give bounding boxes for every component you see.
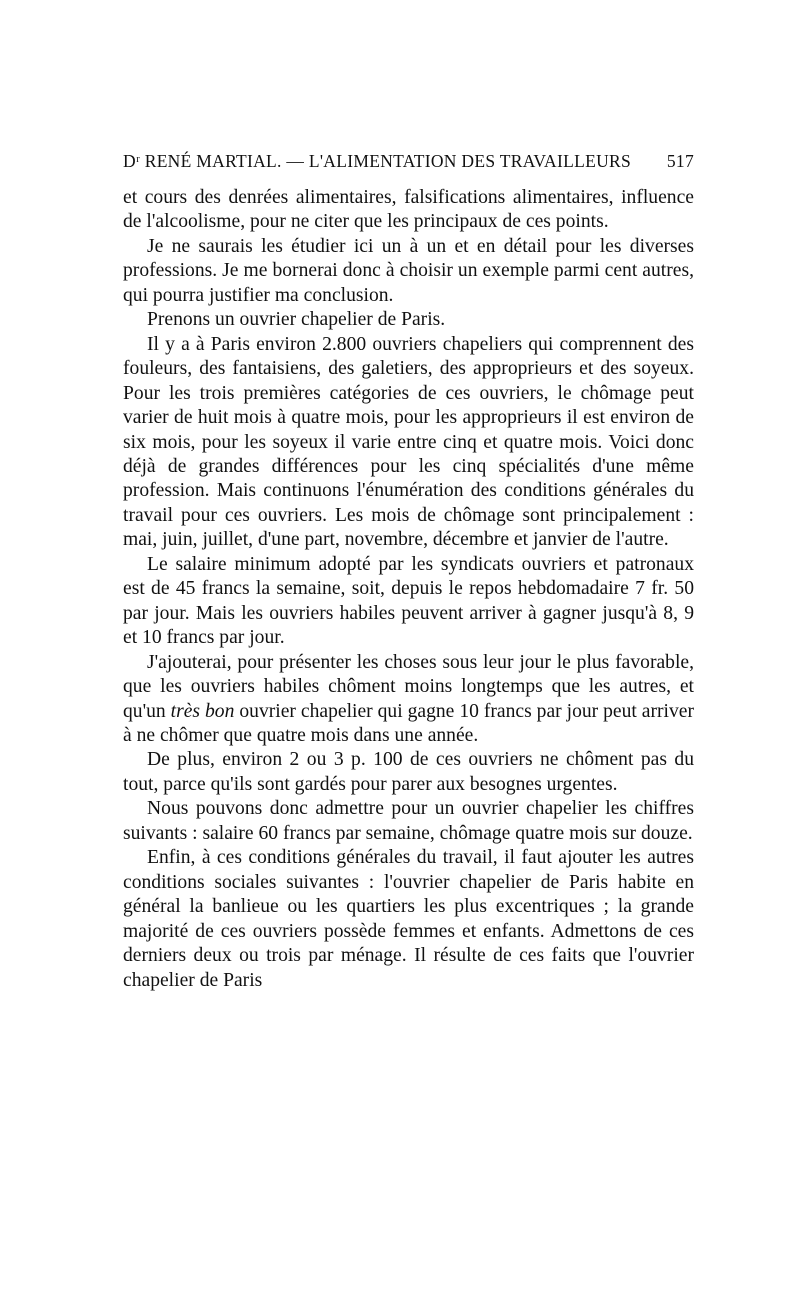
paragraph: Le salaire minimum adopté par les syndicats ouvriers et patronaux est de 45 francs la semaine, soit, depuis le repos hebdomadaire 7 fr. 50 par jour. Mais les ouvriers habiles peuvent arriver à gagner jusqu'à 8, 9 et 10 francs par jour. <box>123 553 694 649</box>
paragraph: Je ne saurais les étudier ici un à un et en détail pour les diverses professions. Je me bornerai donc à choisir un exemple parmi cent autres, qui pourra justifier ma conclusion. <box>123 235 694 306</box>
paragraph: et cours des denrées alimentaires, falsifications alimentaires, influence de l'alcoolisme, pour ne citer que les principaux de ces points. <box>123 187 694 233</box>
emphasis-text: très bon <box>170 700 235 722</box>
page-number: 517 <box>666 151 694 171</box>
paragraph: Enfin, à ces conditions générales du travail, il faut ajouter les autres conditions sociales suivantes : l'ouvrier chapelier de Paris habite en général la banlieue ou les quartiers les plus excentriques ; la grande majorité de ces ouvriers possède femmes et enfants. Admettons de ces derniers deux ou trois par ménage. Il résulte de ces faits que l'ouvrier chapelier de Paris <box>123 847 694 991</box>
paragraph-text: J'ajouterai, pour présenter les choses sous leur jour le plus favorable, que les ouvriers habiles chôment moins longtemps que les autres, et qu'un <box>123 651 694 722</box>
paragraph <box>123 651 694 749</box>
running-header <box>123 151 694 177</box>
paragraph: Il y a à Paris environ 2.800 ouvriers chapeliers qui comprennent des fouleurs, des fantaisiens, des galetiers, des approprieurs et des soyeux. Pour les trois premières catégories de ces ouvriers, le chômage peut varier de huit mois à quatre mois, pour les approprieurs il est environ de six mois, pour les soyeux il varie entre cinq et quatre mois. Voici donc déjà de grandes différences pour les cinq spécialités d'une même profession. Mais continuons l'énumération des conditions générales du travail pour ces ouvriers. Les mois de chômage sont principalement : mai, juin, juillet, d'une part, novembre, décembre et janvier de l'autre. <box>123 333 694 551</box>
paragraph: De plus, environ 2 ou 3 p. 100 de ces ouvriers ne chôment pas du tout, parce qu'ils sont gardés pour parer aux besognes urgentes. <box>123 749 694 795</box>
body-text <box>123 186 694 993</box>
paragraph: Prenons un ouvrier chapelier de Paris. <box>147 309 446 331</box>
paragraph: Nous pouvons donc admettre pour un ouvrier chapelier les chiffres suivants : salaire 60 francs par semaine, chômage quatre mois sur douze. <box>123 798 694 844</box>
paragraph-text: ouvrier chapelier qui gagne 10 francs par jour peut arriver à ne chômer que quatre mois dans une année. <box>123 700 695 746</box>
running-title: Dʳ RENÉ MARTIAL. — L'ALIMENTATION DES TRAVAILLEURS <box>123 151 632 171</box>
